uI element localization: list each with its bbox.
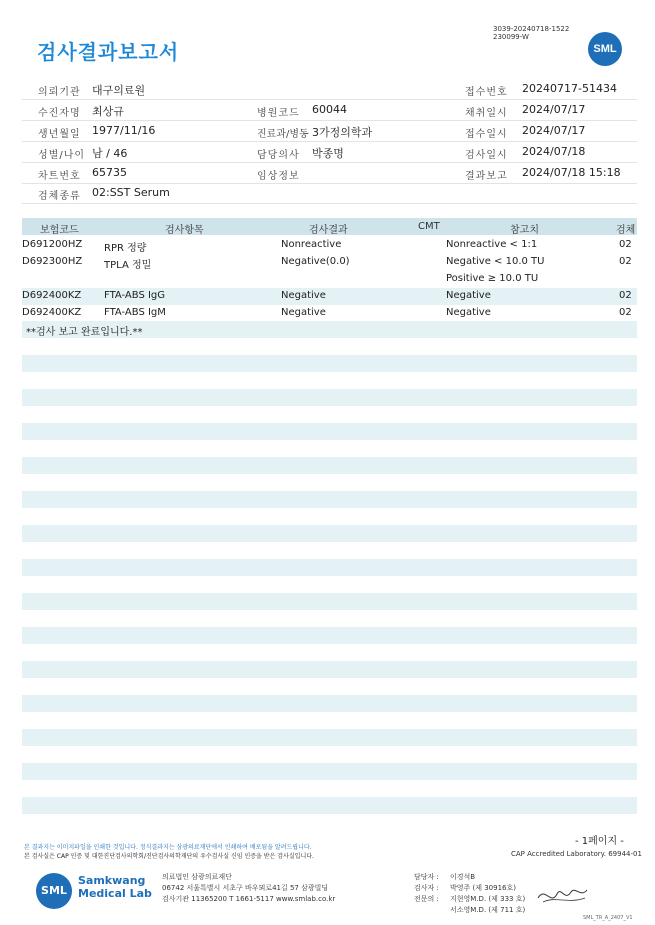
staff-name: 이경석B — [450, 873, 476, 881]
specimen-type: 02:SST Serum — [92, 186, 170, 199]
print-notice: 본 결과지는 이미지파일을 인쇄한 것입니다. 정식결과지는 삼광의료재단에서 인쇄하여 배포됨을 알려드립니다. — [24, 844, 312, 851]
patient-label: 수진자명 — [38, 108, 81, 119]
completion-row — [22, 321, 637, 338]
empty-row — [22, 525, 637, 542]
empty-row — [22, 593, 637, 610]
row-item: FTA-ABS IgG — [104, 290, 166, 301]
empty-row — [22, 763, 637, 780]
row-result: Negative — [281, 307, 326, 318]
row-reference: Negative — [446, 290, 491, 301]
patient-name: 최상규 — [92, 105, 124, 118]
lab-contact: 검사기관 11365200 T 1661-5117 www.smlab.co.kr — [162, 895, 336, 903]
info-row-5 — [22, 163, 637, 184]
receipt-date: 2024/07/17 — [522, 124, 586, 137]
table-row — [22, 305, 637, 322]
info-row-1 — [22, 79, 637, 100]
report-date-label: 결과보고 — [465, 171, 508, 182]
test-date: 2024/07/18 — [522, 145, 586, 158]
dept: 3가정의학과 — [312, 126, 373, 139]
sml-logo: SML — [588, 32, 622, 66]
page-number: - 1페이지 - — [575, 836, 624, 847]
row-code: D692300HZ — [22, 256, 83, 267]
receipt-date-label: 접수일시 — [465, 129, 508, 140]
row-specimen: 02 — [619, 290, 632, 301]
cap-notice: 본 검사실은 CAP 인증 및 대한진단검사의학회/진단검사의학재단의 우수검사실 신임 인증을 받은 검사실입니다. — [24, 853, 314, 860]
row-item: RPR 정량 — [104, 243, 147, 254]
cap-accreditation: CAP Accredited Laboratory. 69944-01 — [511, 850, 642, 858]
row-code: D692400KZ — [22, 307, 82, 318]
lab-name-line2: Medical Lab — [78, 887, 152, 900]
foundation-name: 의료법인 삼광의료재단 — [162, 873, 232, 881]
specialist-label: 전문의 : — [414, 895, 439, 903]
empty-row — [22, 389, 637, 406]
receipt-no-label: 접수번호 — [465, 87, 508, 98]
document-code — [493, 25, 569, 41]
row-code: D691200HZ — [22, 239, 83, 250]
empty-row — [22, 729, 637, 746]
table-row — [22, 271, 637, 288]
row-code: D692400KZ — [22, 290, 82, 301]
results-table-header — [22, 218, 637, 235]
row-reference: Nonreactive < 1:1 — [446, 239, 538, 250]
row-specimen: 02 — [619, 307, 632, 318]
hospital-code-label: 병원코드 — [257, 108, 300, 119]
lab-name — [78, 874, 152, 900]
lab-address: 06742 서울특별시 서초구 바우뫼로41길 57 삼광빌딩 — [162, 884, 329, 892]
sex-age-label: 성별/나이 — [38, 150, 86, 161]
collect-date: 2024/07/17 — [522, 103, 586, 116]
row-specimen: 02 — [619, 256, 632, 267]
test-date-label: 검사일시 — [465, 150, 508, 161]
completion-message: **검사 보고 완료입니다.** — [26, 327, 143, 338]
receipt-no: 20240717-51434 — [522, 82, 617, 95]
info-row-3 — [22, 121, 637, 142]
row-item: TPLA 정밀 — [104, 260, 152, 271]
document-code-line1: 3039-20240718-1522 — [493, 25, 570, 33]
chart-label: 차트번호 — [38, 171, 81, 182]
info-row-6 — [22, 183, 637, 204]
col-test-item: 검사항목 — [165, 225, 204, 236]
birth-label: 생년월일 — [38, 129, 81, 140]
report-date: 2024/07/18 15:18 — [522, 166, 621, 179]
staff-values — [450, 872, 525, 916]
table-row — [22, 288, 637, 305]
hospital-code: 60044 — [312, 103, 347, 116]
document-code-line2: 230099-W — [493, 33, 529, 41]
col-result: 검사결과 — [309, 225, 348, 236]
doctor: 박종명 — [312, 147, 344, 160]
specimen-label: 검체종류 — [38, 191, 81, 202]
requesting-org: 대구의료원 — [92, 84, 146, 97]
birth-date: 1977/11/16 — [92, 124, 156, 137]
empty-row — [22, 695, 637, 712]
clinical-label: 임상정보 — [257, 171, 300, 182]
staff-labels — [414, 872, 439, 905]
empty-row — [22, 491, 637, 508]
col-insurance-code: 보험코드 — [40, 225, 79, 236]
col-reference: 참고치 — [510, 225, 539, 236]
empty-row — [22, 457, 637, 474]
empty-row — [22, 355, 637, 372]
row-reference: Negative — [446, 307, 491, 318]
empty-row — [22, 559, 637, 576]
col-specimen: 검체 — [616, 225, 636, 236]
lab-logo: SML — [36, 873, 72, 909]
row-reference: Negative < 10.0 TU — [446, 256, 545, 267]
doctor-label: 담당의사 — [257, 150, 300, 161]
row-result: Nonreactive — [281, 239, 342, 250]
row-specimen: 02 — [619, 239, 632, 250]
staff-label: 담당자 : — [414, 873, 439, 881]
lab-name-line1: Samkwang — [78, 874, 146, 887]
empty-row — [22, 797, 637, 814]
row-item: FTA-ABS IgM — [104, 307, 166, 318]
table-row — [22, 254, 637, 271]
dept-label: 진료과/병동 — [257, 129, 309, 140]
row-result: Negative(0.0) — [281, 256, 350, 267]
requesting-org-label: 의뢰기관 — [38, 87, 81, 98]
tester-label: 검사자 : — [414, 884, 439, 892]
row-reference: Positive ≥ 10.0 TU — [446, 273, 539, 284]
tester-name: 박영주 (제 30916호) — [450, 884, 516, 892]
chart-no: 65735 — [92, 166, 127, 179]
info-row-4 — [22, 142, 637, 163]
table-row — [22, 237, 637, 254]
signature — [535, 880, 590, 910]
row-result: Negative — [281, 290, 326, 301]
info-row-2 — [22, 100, 637, 121]
col-cmt: CMT — [418, 221, 440, 232]
lab-address-block — [162, 872, 335, 905]
empty-row — [22, 627, 637, 644]
specialist-1: 지현영M.D. (제 333 호) — [450, 895, 526, 903]
sex-age: 남 / 46 — [92, 147, 128, 160]
collect-date-label: 채취일시 — [465, 108, 508, 119]
form-code: SML_TR_A_2407_V1 — [583, 915, 633, 921]
empty-row — [22, 661, 637, 678]
report-title: 검사결과보고서 — [37, 40, 180, 64]
empty-row — [22, 423, 637, 440]
specialist-2: 서소영M.D. (제 711 호) — [450, 906, 526, 914]
